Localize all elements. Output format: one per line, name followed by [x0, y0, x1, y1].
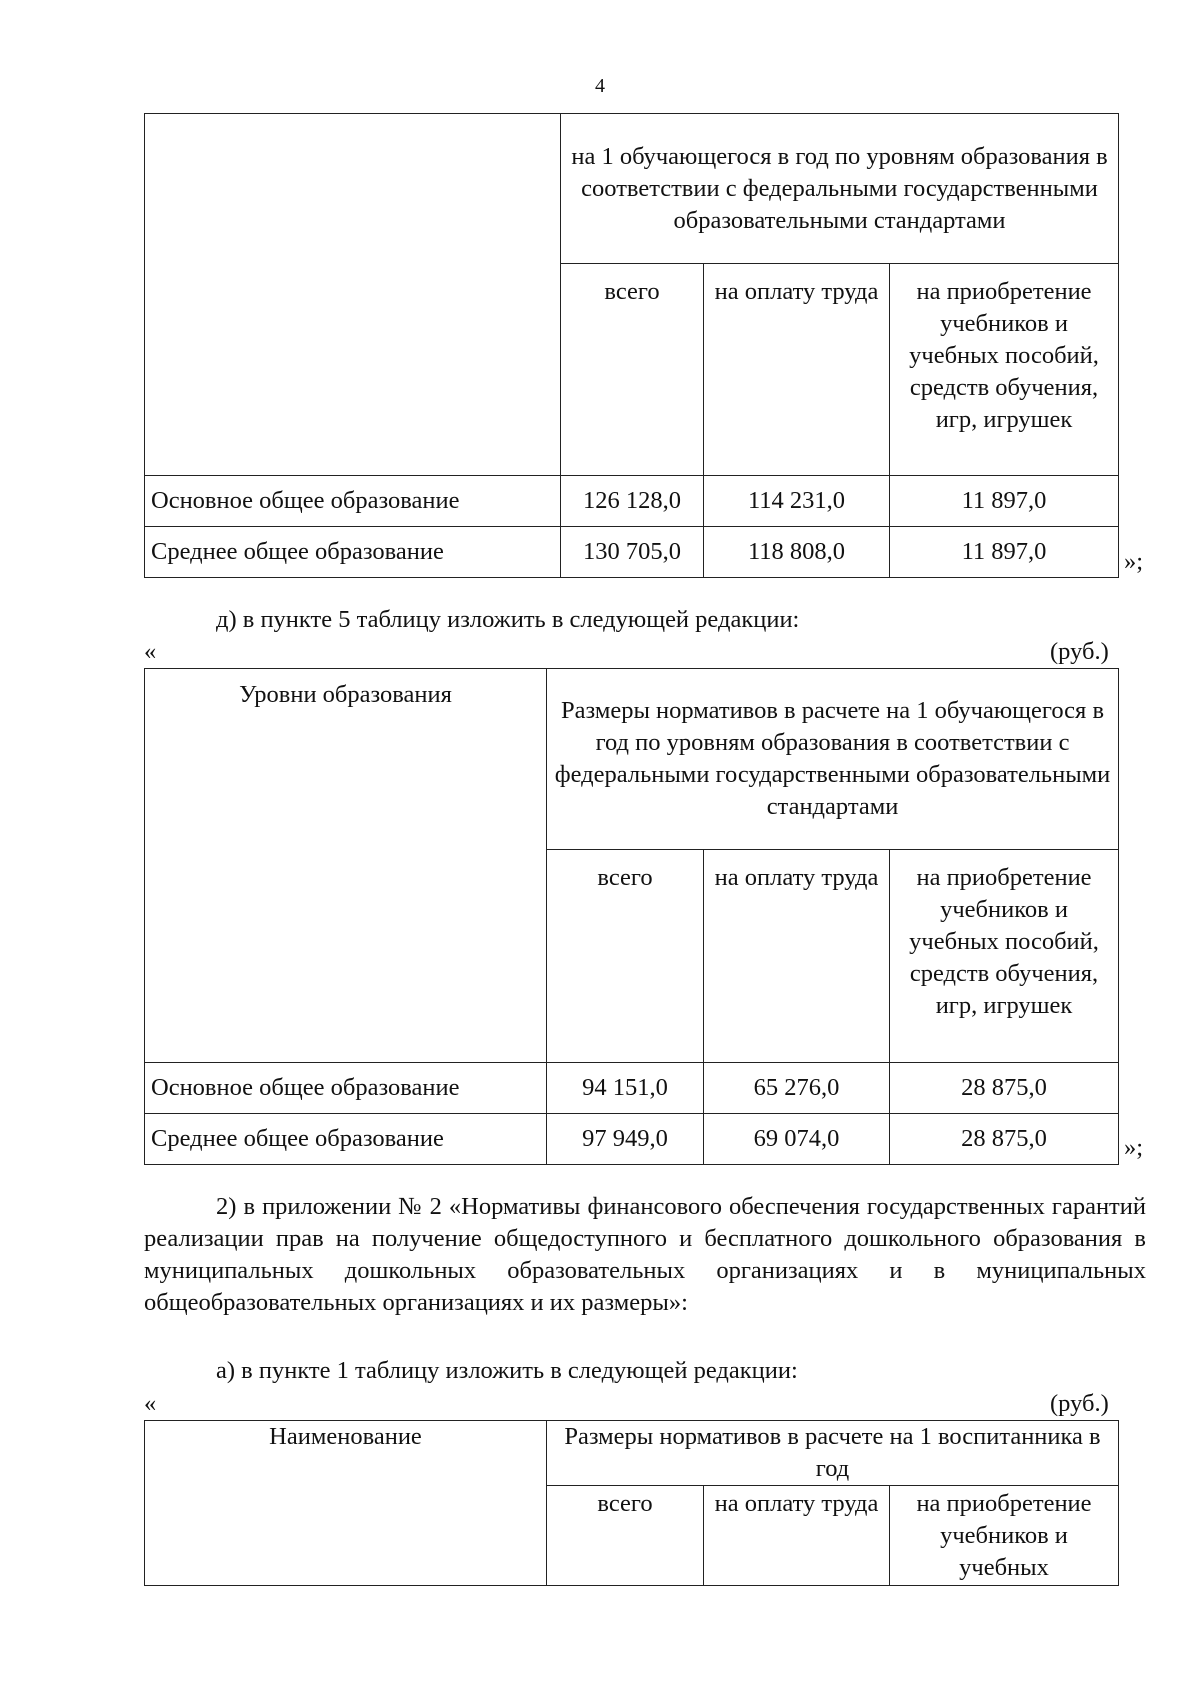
row-name: Среднее общее образование	[145, 1114, 547, 1165]
table1-end-quote: »;	[1124, 548, 1144, 575]
table2-col-textbooks: на приобретение учебников и учебных пособий, средств обучения, игр, игрушек	[890, 850, 1119, 1063]
row-textbooks: 11 897,0	[890, 527, 1119, 578]
row-salary: 65 276,0	[704, 1063, 890, 1114]
row-name: Среднее общее образование	[145, 527, 561, 578]
table1-empty-header	[145, 114, 561, 476]
row-salary: 118 808,0	[704, 527, 890, 578]
table3-group-header: Размеры нормативов в расчете на 1 воспитанника в год	[547, 1421, 1119, 1486]
table1-group-header: на 1 обучающегося в год по уровням образования в соответствии с федеральными государственными образовательными стандартами	[561, 114, 1119, 264]
table3-first-col-header: Наименование	[145, 1421, 547, 1586]
table-row	[145, 476, 1119, 527]
page-number: 4	[595, 75, 605, 97]
row-name: Основное общее образование	[145, 1063, 547, 1114]
paragraph-d: д) в пункте 5 таблицу изложить в следующей редакции:	[216, 606, 800, 633]
table2-col-total: всего	[547, 850, 704, 1063]
row-salary: 114 231,0	[704, 476, 890, 527]
table1-col-total: всего	[561, 264, 704, 476]
row-total: 94 151,0	[547, 1063, 704, 1114]
row-name: Основное общее образование	[145, 476, 561, 527]
table3-col-textbooks: на приобретение учебников и учебных	[890, 1486, 1119, 1586]
row-total: 126 128,0	[561, 476, 704, 527]
table3-unit: (руб.)	[1050, 1390, 1109, 1417]
paragraph-2: 2) в приложении № 2 «Нормативы финансового обеспечения государственных гарантий реализации прав на получение общедоступного и бесплатного дошкольного образования в муниципальных дошкольных образовательных организациях и в муниципальных общеобразовательных организациях и их размеры»:	[144, 1193, 1146, 1316]
table2-open-quote: «	[144, 638, 157, 665]
table3-open-quote: «	[144, 1390, 157, 1417]
paragraph-a: а) в пункте 1 таблицу изложить в следующей редакции:	[216, 1357, 798, 1384]
row-textbooks: 28 875,0	[890, 1114, 1119, 1165]
row-salary: 69 074,0	[704, 1114, 890, 1165]
table-row	[145, 527, 1119, 578]
table2-end-quote: »;	[1124, 1134, 1144, 1161]
table-2	[144, 668, 1119, 1165]
row-textbooks: 11 897,0	[890, 476, 1119, 527]
table-3	[144, 1420, 1119, 1586]
table3-col-total: всего	[547, 1486, 704, 1586]
table2-col-salary: на оплату труда	[704, 850, 890, 1063]
row-total: 97 949,0	[547, 1114, 704, 1165]
table-row	[145, 1114, 1119, 1165]
table2-first-col-header: Уровни образования	[145, 669, 547, 1063]
table-row	[145, 1063, 1119, 1114]
table1-col-textbooks: на приобретение учебников и учебных пособий, средств обучения, игр, игрушек	[890, 264, 1119, 476]
table2-group-header: Размеры нормативов в расчете на 1 обучающегося в год по уровням образования в соответствии с федеральными государственными образовательными стандартами	[547, 669, 1119, 850]
table1-col-salary: на оплату труда	[704, 264, 890, 476]
row-textbooks: 28 875,0	[890, 1063, 1119, 1114]
table3-col-salary: на оплату труда	[704, 1486, 890, 1586]
table2-unit: (руб.)	[1050, 638, 1109, 665]
table-1	[144, 113, 1119, 578]
row-total: 130 705,0	[561, 527, 704, 578]
